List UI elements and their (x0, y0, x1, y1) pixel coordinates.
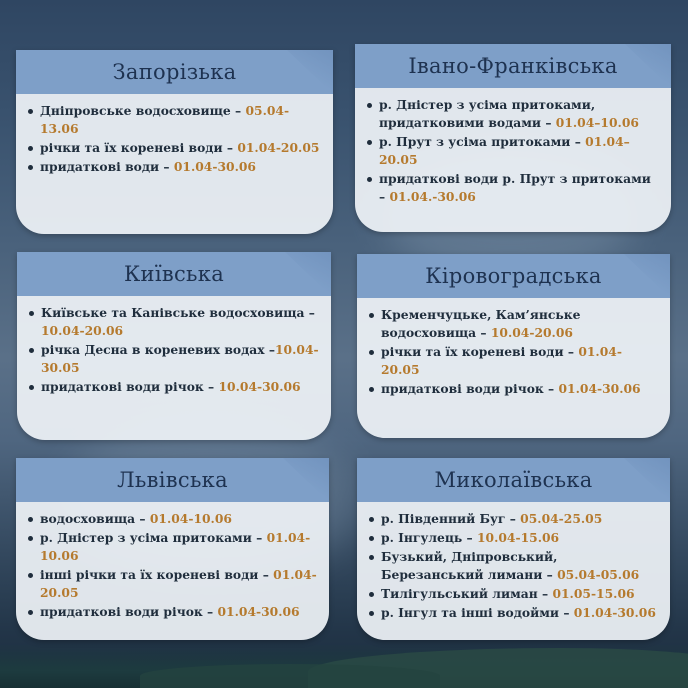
list-item: р. Інгулець – 10.04-15.06 (367, 529, 660, 547)
item-list (27, 304, 321, 397)
list-item: річки та їх кореневі води – 01.04-20.05 (26, 139, 323, 157)
item-list (367, 306, 660, 399)
list-item: р. Дністер з усіма притоками, придатковими водами – 01.04–10.06 (365, 96, 661, 132)
card-title: Миколаївська (434, 468, 593, 492)
card-title: Львівська (117, 468, 228, 492)
list-item: придаткові води річок – 01.04-30.06 (26, 603, 319, 621)
card-header (16, 50, 333, 94)
item-list (26, 102, 323, 177)
list-item: Бузький, Дніпровський, Березанський лимани – 05.04-05.06 (367, 548, 660, 584)
card-zaporizka (16, 50, 333, 234)
list-item: Київське та Канівське водосховища – 10.04-20.06 (27, 304, 321, 340)
item-list (365, 96, 661, 207)
card-kyivska (17, 252, 331, 440)
card-header (17, 252, 331, 296)
card-mykolaivska (357, 458, 670, 640)
list-item: придаткові води річок – 10.04-30.06 (27, 378, 321, 396)
card-ivano-frankivska (355, 44, 671, 232)
list-item: річки та їх кореневі води – 01.04-20.05 (367, 343, 660, 379)
card-title: Запорізька (112, 60, 237, 84)
card-header (357, 254, 670, 298)
item-list (367, 510, 660, 623)
list-item: Дніпровське водосховище – 05.04-13.06 (26, 102, 323, 138)
list-item: інші річки та їх кореневі води – 01.04-20.05 (26, 566, 319, 602)
card-lvivska (16, 458, 329, 640)
card-kirovohradska (357, 254, 670, 438)
list-item: Кременчуцьке, Кам’янське водосховища – 10.04-20.06 (367, 306, 660, 342)
list-item: придаткові води р. Прут з притоками – 01.04.-30.06 (365, 170, 661, 206)
card-header (16, 458, 329, 502)
list-item: р. Прут з усіма притоками – 01.04–20.05 (365, 133, 661, 169)
list-item: річка Десна в кореневих водах –10.04-30.05 (27, 341, 321, 377)
item-list (26, 510, 319, 622)
list-item: р. Південний Буг – 05.04-25.05 (367, 510, 660, 528)
card-title: Кіровоградська (425, 264, 602, 288)
card-title: Київська (123, 262, 225, 286)
card-title: Івано-Франківська (408, 54, 618, 78)
landscape (0, 644, 688, 688)
card-header (355, 44, 671, 88)
list-item: придаткові води річок – 01.04-30.06 (367, 380, 660, 398)
list-item: придаткові води – 01.04-30.06 (26, 158, 323, 176)
hill (140, 664, 440, 688)
list-item: Тилігульський лиман – 01.05-15.06 (367, 585, 660, 603)
list-item: р. Інгул та інші водойми – 01.04-30.06 (367, 604, 660, 622)
list-item: р. Дністер з усіма притоками – 01.04-10.06 (26, 529, 319, 565)
list-item: водосховища – 01.04-10.06 (26, 510, 319, 528)
card-header (357, 458, 670, 502)
